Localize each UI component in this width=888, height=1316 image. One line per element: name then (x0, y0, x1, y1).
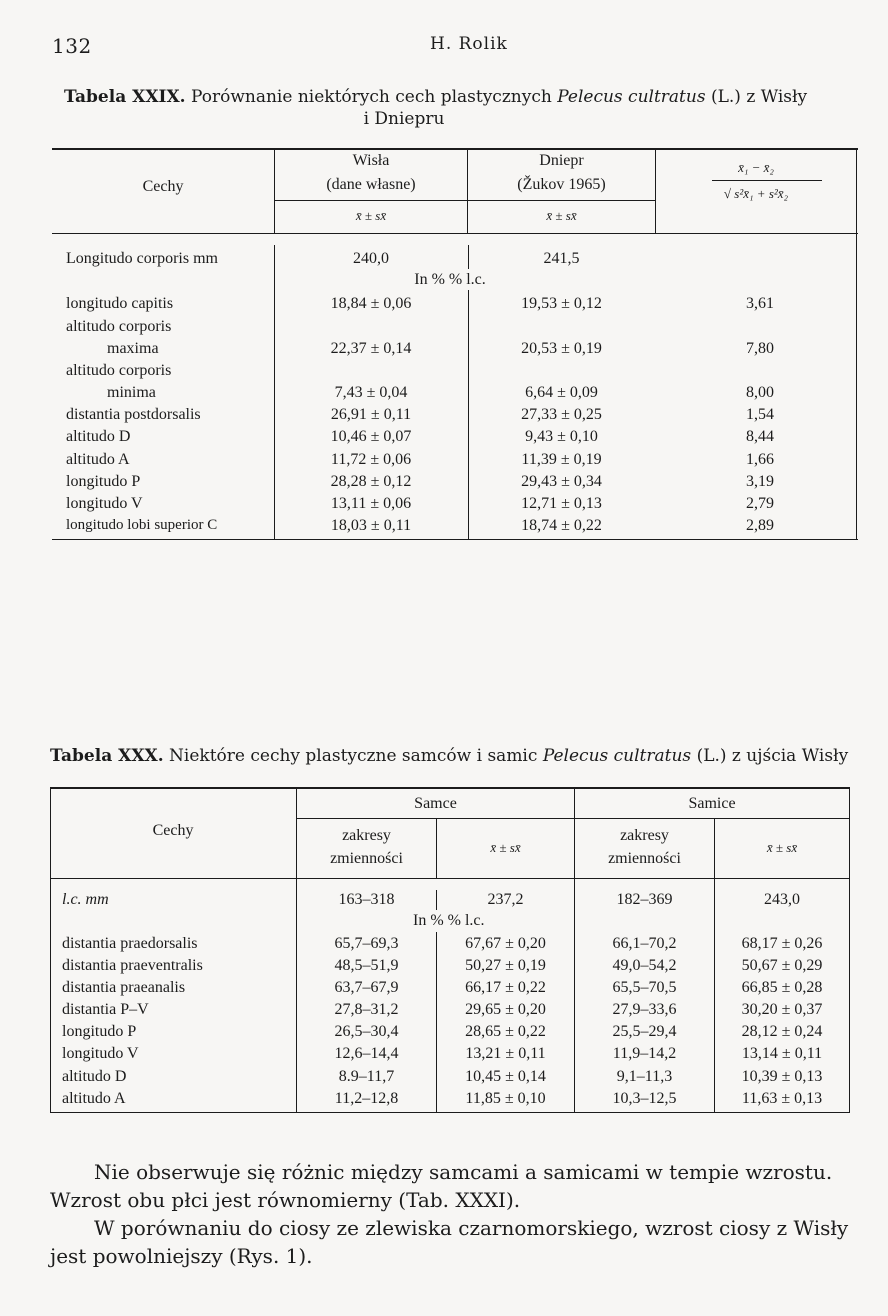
table2-row-m-mean: 13,21 ± 0,11 (465, 1045, 546, 1062)
table1-row-first-wisla: 240,0 (353, 250, 389, 267)
table1-subheader: In % % l.c. (414, 271, 486, 288)
body-paragraph-1-line-2: Wzrost obu płci jest równomierny (Tab. XXXI). (50, 1188, 521, 1212)
table2-row-f-mean: 13,14 ± 0,11 (741, 1045, 823, 1062)
table2-bottom-rule (50, 1112, 850, 1113)
table1-header-wisla-sub: (dane własne) (326, 176, 416, 193)
table2-row-label: altitudo A (62, 1090, 126, 1107)
table1-row-wisla: 18,03 ± 0,11 (330, 517, 412, 534)
table2-row-f-mean: 11,63 ± 0,13 (741, 1090, 823, 1107)
table1-row-label: altitudo corporis (66, 362, 172, 379)
table2-header-m-zmiennosci: zmienności (330, 850, 403, 867)
table1-row-dniepr: 27,33 ± 0,25 (521, 406, 602, 423)
table2-row-f-range: 9,1–11,3 (616, 1068, 673, 1085)
table1-row-wisla: 10,46 ± 0,07 (330, 428, 412, 445)
table1-row-wisla: 7,43 ± 0,04 (334, 384, 408, 401)
table2-row-m-range: 12,6–14,4 (334, 1045, 399, 1062)
table2-caption-label: Tabela XXX. (50, 746, 164, 766)
table1-row-diff: 8,00 (746, 384, 774, 401)
table2-header-samice: Samice (688, 795, 736, 812)
table1-row-diff: 3,19 (746, 473, 774, 490)
table2-row-m-range: 8.9–11,7 (338, 1068, 395, 1085)
table2-caption-rest: (L.) z ujścia Wisły (696, 746, 849, 766)
table1-header-wisla-mean: x̄ ± sx̄ (355, 208, 387, 223)
table1-header-diff-num: x̄₁ − x̄₂ (738, 160, 774, 175)
table2-row-first-m-range: 163–318 (338, 891, 395, 908)
table1-header-diff-den: √ s²x̄₁ + s²x̄₂ (723, 186, 789, 201)
table2-row-m-mean: 66,17 ± 0,22 (465, 979, 546, 996)
table1-row-label: altitudo corporis (66, 318, 172, 335)
table1-row-dniepr: 29,43 ± 0,34 (521, 473, 602, 490)
table2-row-f-mean: 66,85 ± 0,28 (741, 979, 823, 996)
table1-row-dniepr: 20,53 ± 0,19 (521, 340, 602, 357)
table1-row-wisla: 28,28 ± 0,12 (330, 473, 412, 490)
table2-row-label: distantia praeanalis (62, 979, 186, 996)
table1-row-first-dniepr: 241,5 (543, 250, 580, 267)
table1-row-diff: 1,66 (746, 451, 774, 468)
table2-row-m-range: 65,7–69,3 (334, 935, 399, 952)
table2-row-first-f-range: 182–369 (616, 891, 673, 908)
table1-header-dniepr: Dniepr (539, 152, 584, 169)
table2-top-rule (50, 787, 850, 789)
table1-row-dniepr: 12,71 ± 0,13 (521, 495, 602, 512)
table2-row-label: distantia praedorsalis (62, 935, 198, 952)
table1-row-label-cont: maxima (107, 340, 159, 357)
table1-caption-text: Porównanie niektórych cech plastycznych (190, 87, 552, 107)
table1-row-label: longitudo capitis (66, 295, 174, 312)
table2-row-m-mean: 29,65 ± 0,20 (465, 1001, 546, 1018)
table2-row-f-range: 66,1–70,2 (612, 935, 677, 952)
table2-row-first-f-mean: 243,0 (764, 891, 800, 908)
table1-header-cechy: Cechy (142, 178, 184, 195)
table1-row-diff: 7,80 (746, 340, 774, 357)
table2-row-f-range: 49,0–54,2 (612, 957, 677, 974)
table1-row-first-label: Longitudo corporis mm (66, 250, 218, 267)
table1-row-dniepr: 6,64 ± 0,09 (525, 384, 598, 401)
table1-row-wisla: 26,91 ± 0,11 (330, 406, 412, 423)
table2-row-label: distantia praeventralis (62, 957, 203, 974)
table2-row-f-mean: 68,17 ± 0,26 (741, 935, 823, 952)
body-paragraph-1-line-1: Nie obserwuje się różnic między samcami a samicami w tempie wzrostu. (94, 1160, 833, 1184)
table2-header-samce: Samce (414, 795, 457, 812)
table1-caption-line2: i Dniepru (363, 109, 445, 129)
table1-row-wisla: 18,84 ± 0,06 (330, 295, 412, 312)
body-paragraph-2-line-2: jest powolniejszy (Rys. 1). (50, 1244, 313, 1268)
table1-row-wisla: 13,11 ± 0,06 (330, 495, 412, 512)
table2-row-f-mean: 50,67 ± 0,29 (741, 957, 823, 974)
table2-row-m-mean: 67,67 ± 0,20 (465, 935, 546, 952)
table2-row-label: longitudo P (62, 1023, 137, 1040)
table2-row-m-mean: 28,65 ± 0,22 (465, 1023, 546, 1040)
table1-row-label: distantia postdorsalis (66, 406, 201, 423)
table2-header-cechy: Cechy (152, 822, 194, 839)
table2-row-f-mean: 28,12 ± 0,24 (741, 1023, 823, 1040)
table1-row-wisla: 11,72 ± 0,06 (330, 451, 412, 468)
table2-row-m-range: 11,2–12,8 (334, 1090, 399, 1107)
page-number: 132 (52, 34, 92, 58)
table2-row-m-mean: 11,85 ± 0,10 (465, 1090, 546, 1107)
table2-row-f-range: 65,5–70,5 (612, 979, 677, 996)
table2-header-m-mean: x̄ ± sx̄ (490, 840, 521, 855)
table2-row-f-range: 10,3–12,5 (612, 1090, 677, 1107)
table1-row-diff: 3,61 (746, 295, 774, 312)
table1-header-dniepr-sub: (Žukov 1965) (517, 176, 606, 193)
table1-header-dniepr-mean: x̄ ± sx̄ (546, 208, 577, 223)
table1-row-dniepr: 11,39 ± 0,19 (521, 451, 602, 468)
table1-row-dniepr: 9,43 ± 0,10 (525, 428, 598, 445)
table2-header-m-zakresy: zakresy (342, 827, 391, 844)
table2-header-midrule (297, 818, 849, 819)
body-paragraph-2-line-1: W porównaniu do ciosy ze zlewiska czarnomorskiego, wzrost ciosy z Wisły (94, 1216, 849, 1240)
table1-row-label-cont: minima (107, 384, 156, 401)
table2-row-m-range: 63,7–67,9 (334, 979, 399, 996)
table1-row-diff: 2,89 (746, 517, 774, 534)
table2-header-f-zmiennosci: zmienności (608, 850, 681, 867)
table2-row-first-m-mean: 237,2 (487, 891, 524, 908)
table1-row-label: longitudo V (66, 495, 143, 512)
running-head-author: H. Rolik (430, 34, 508, 54)
table2-row-m-range: 27,8–31,2 (334, 1001, 399, 1018)
table2-row-f-range: 25,5–29,4 (612, 1023, 677, 1040)
table2-row-m-mean: 50,27 ± 0,19 (465, 957, 546, 974)
table1-row-label: altitudo D (66, 428, 131, 445)
table1-caption-rest: (L.) z Wisły (710, 87, 808, 107)
table2-row-m-mean: 10,45 ± 0,14 (465, 1068, 546, 1085)
table2-row-m-range: 48,5–51,9 (334, 957, 399, 974)
table1-row-dniepr: 18,74 ± 0,22 (521, 517, 602, 534)
table2-row-f-mean: 10,39 ± 0,13 (741, 1068, 823, 1085)
table2-header-f-zakresy: zakresy (620, 827, 669, 844)
table1-caption-label: Tabela XXIX. (64, 87, 186, 107)
table2-row-first-label: l.c. mm (62, 891, 109, 908)
table2-header-rule (50, 878, 850, 879)
table2-row-f-range: 27,9–33,6 (612, 1001, 677, 1018)
table2-row-label: distantia P–V (62, 1001, 149, 1018)
table1-row-diff: 8,44 (746, 428, 774, 445)
table1-row-label: longitudo lobi superior C (66, 517, 218, 533)
table2-subheader: In % % l.c. (413, 912, 485, 929)
table1-header-wisla: Wisła (352, 152, 390, 169)
table1-row-dniepr: 19,53 ± 0,12 (521, 295, 602, 312)
table2-row-m-range: 26,5–30,4 (334, 1023, 399, 1040)
table2-caption-text: Niektóre cechy plastyczne samców i samic (169, 746, 538, 766)
table2-row-label: altitudo D (62, 1068, 127, 1085)
table2-row-label: longitudo V (62, 1045, 139, 1062)
table2-caption-species: Pelecus cultratus (542, 746, 692, 766)
table1-row-diff: 2,79 (746, 495, 774, 512)
table1-caption-species: Pelecus cultratus (557, 87, 706, 107)
table2-header-f-mean: x̄ ± sx̄ (766, 840, 798, 855)
table1-row-diff: 1,54 (746, 406, 774, 423)
table1-row-wisla: 22,37 ± 0,14 (330, 340, 412, 357)
table1-row-label: altitudo A (66, 451, 130, 468)
table1-row-label: longitudo P (66, 473, 141, 490)
table2-row-f-mean: 30,20 ± 0,37 (741, 1001, 823, 1018)
table2-vline-right (849, 789, 850, 1112)
table2-row-f-range: 11,9–14,2 (612, 1045, 677, 1062)
